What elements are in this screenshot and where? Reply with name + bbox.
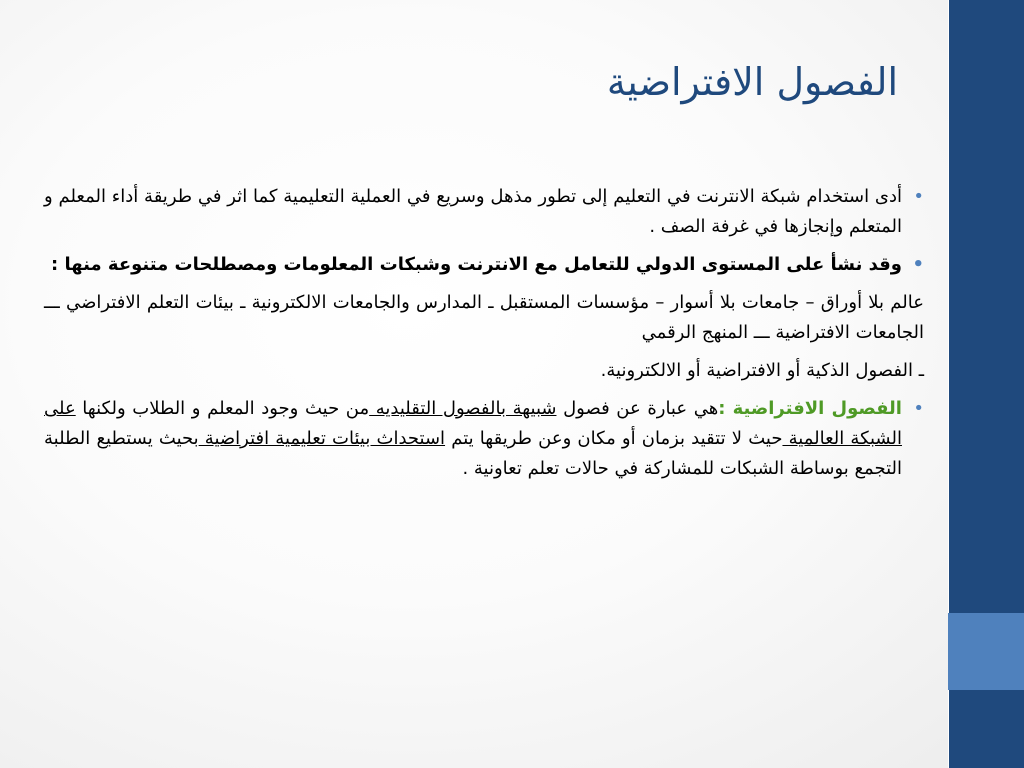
bullet-text-2: وقد نشأ على المستوى الدولي للتعامل مع الانترنت وشبكات المعلومات ومصطلحات متنوعة منها : bbox=[51, 254, 902, 275]
definition-text-4: بحيث يستطيع الطلبة التجمع بوساطة الشبكات للمشاركة في حالات تعلم تعاونية . bbox=[44, 428, 902, 479]
definition-text-2: من حيث وجود المعلم و الطلاب ولكنها bbox=[75, 398, 370, 419]
definition-underlined-3: استحداث بيئات تعليمية افتراضية bbox=[198, 428, 446, 449]
definition-underlined-2: على الشبكة العالمية bbox=[44, 398, 902, 449]
terms-paragraph bbox=[44, 288, 924, 348]
definition-text-1: هي عبارة عن فصول bbox=[556, 398, 719, 419]
bullet-icon: • bbox=[913, 186, 924, 207]
bullet-icon: • bbox=[913, 398, 924, 419]
definition-text-3: حيث لا تتقيد بزمان أو مكان وعن طريقها يتم bbox=[445, 428, 783, 449]
bullet-item-1 bbox=[44, 182, 924, 242]
bullet-item-2 bbox=[44, 250, 924, 280]
bullet-item-3 bbox=[44, 394, 924, 484]
terms-line-2: ـ الفصول الذكية أو الافتراضية أو الالكترونية. bbox=[600, 360, 924, 381]
side-decor-bar bbox=[948, 0, 1024, 768]
bullet-text-1: أدى استخدام شبكة الانترنت في التعليم إلى تطور مذهل وسريع في العملية التعليمية كما اثر في طريقة أداء المعلم و المتعلم وإنجازها في غرفة الصف . bbox=[44, 186, 902, 237]
definition-term: الفصول الافتراضية : bbox=[718, 398, 902, 419]
terms-line: عالم بلا أوراق – جامعات بلا أسوار – مؤسسات المستقبل ـ المدارس والجامعات الالكترونية ـ بيئات التعلم الافتراضي ـــ الجامعات الافتراضية ـــ المنهج الرقمي bbox=[44, 292, 924, 343]
side-bar-accent-band bbox=[948, 613, 1024, 690]
slide-title: الفصول الافتراضية bbox=[606, 60, 898, 104]
definition-underlined-1: شبيهة بالفصول التقليديه bbox=[369, 398, 557, 419]
bullet-icon: • bbox=[912, 254, 924, 275]
terms-paragraph-2 bbox=[44, 356, 924, 386]
slide-body bbox=[44, 182, 924, 492]
